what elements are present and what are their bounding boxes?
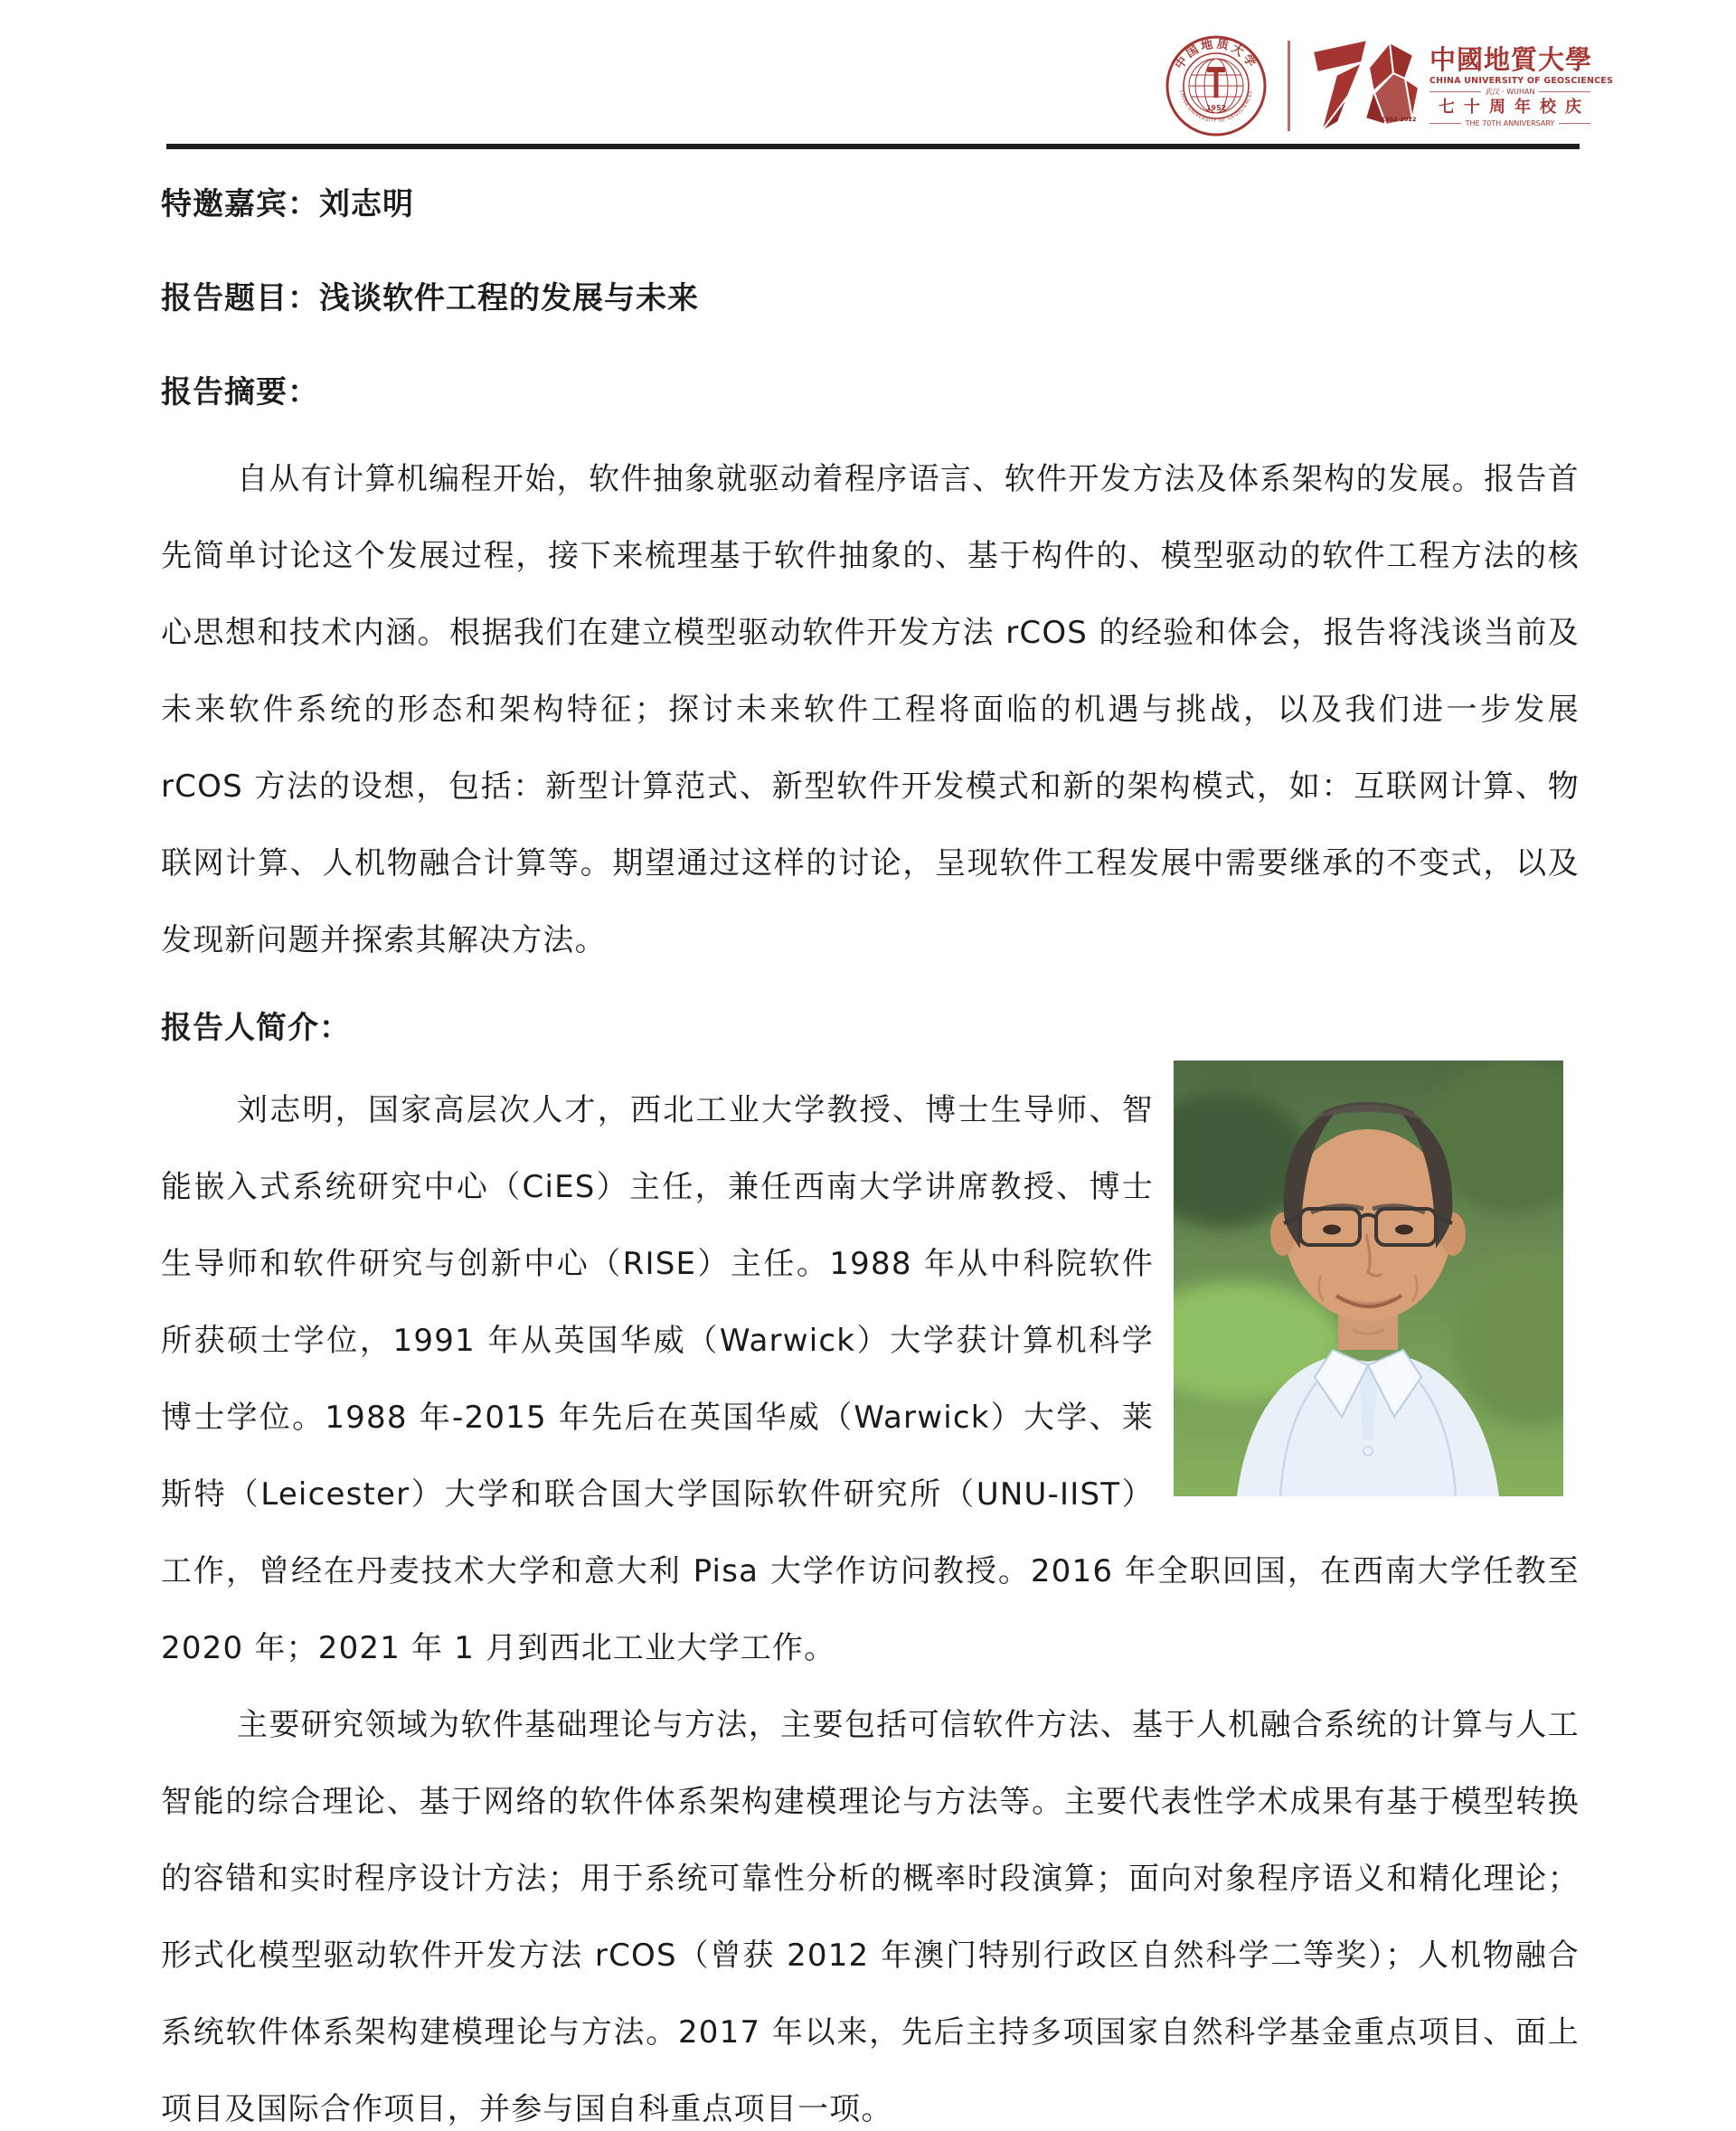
document-body	[161, 149, 1580, 2131]
wordmark-calligraphy: 中國地質大學	[1429, 43, 1593, 75]
title-heading: 报告题目：浅谈软件工程的发展与未来	[161, 280, 699, 316]
wordmark-anniversary-cn: 七十周年校庆	[1439, 97, 1590, 117]
abstract-heading: 报告摘要：	[161, 374, 319, 410]
wordmark-anniversary-en: THE 70TH ANNIVERSARY	[1465, 118, 1555, 127]
anniversary-70-icon	[1306, 35, 1420, 137]
seal-bottom-arc-text: CHINA UNIVERSITY OF GEOSCIENCES	[1178, 90, 1254, 125]
dash-right	[1559, 123, 1590, 124]
speaker-photo	[1174, 1061, 1563, 1496]
wordmark-campus: 武汉 · WUHAN	[1485, 87, 1535, 96]
svg-text:中国地质大学	[1172, 36, 1260, 71]
dash-right	[1539, 91, 1590, 92]
bio-paragraph-2: 主要研究领域为软件基础理论与方法，主要包括可信软件方法、基于人机融合系统的计算与人工智能的综合理论、基于网络的软件体系架构建模理论与方法等。主要代表性学术成果有基于模型转换的容错和实时程序设计方法；用于系统可靠性分析的概率时段演算；面向对象程序语义和精化理论；形式化模型驱动软件开发方法 rCOS（曾获 2012 年澳门特别行政区自然科学二等奖）；人机物融合系统软件体系架构建模理论与方法。2017 年以来，先后主持多项国家自然科学基金重点项目、面上项目及国际合作项目，并参与国自科重点项目一项。	[161, 1707, 1580, 2127]
logo-divider	[1288, 41, 1290, 131]
cug-seal-icon	[1165, 34, 1268, 137]
university-wordmark	[1429, 43, 1613, 128]
bio-heading: 报告人简介：	[161, 1010, 351, 1046]
abstract-paragraph: 自从有计算机编程开始，软件抽象就驱动着程序语言、软件开发方法及体系架构的发展。报告首先简单讨论这个发展过程，接下来梳理基于软件抽象的、基于构件的、模型驱动的软件工程方法的核心思想和技术内涵。根据我们在建立模型驱动软件开发方法 rCOS 的经验和体会，报告将浅谈当前及未来软件系统的形态和架构特征；探讨未来软件工程将面临的机遇与挑战，以及我们进一步发展 rCOS 方法的设想，包括：新型计算范式、新型软件开发模式和新的架构模式，如：互联网计算、物联网计算、人机物融合计算等。期望通过这样的讨论，呈现软件工程发展中需要继承的不变式，以及发现新问题并探索其解决方法。	[161, 461, 1580, 958]
wordmark-anniversary-en-row	[1429, 118, 1590, 128]
logo-group	[1165, 31, 1613, 141]
bio-paragraph-1: 刘志明，国家高层次人才，西北工业大学教授、博士生导师、智能嵌入式系统研究中心（CiES）主任，兼任西南大学讲席教授、博士生导师和软件研究与创新中心（RISE）主任。1988 年从中科院软件所获硕士学位，1991 年从英国华威（Warwick）大学获计算机科学博士学位。1988 年-2015 年先后在英国华威（Warwick）大学、莱斯特（Leicester）大学和联合国大学国际软件研究所（UNU-IIST）工作，曾经在丹麦技术大学和意大利 Pisa 大学作访问教授。2016 年全职回国，在西南大学任教至 2020 年；2021 年 1 月到西北工业大学工作。	[161, 1092, 1580, 1666]
dash-left	[1429, 91, 1481, 92]
speaker-portrait-illustration	[1174, 1061, 1563, 1496]
dash-left	[1429, 123, 1461, 124]
seal-hammer-icon	[1207, 67, 1225, 98]
seal-top-arc-text: 中国地质大学	[1173, 37, 1260, 72]
guest-heading: 特邀嘉宾：刘志明	[161, 186, 414, 222]
anniversary-years: 1952-2022	[1381, 116, 1417, 123]
seal-year: 1952	[1205, 104, 1227, 112]
wordmark-en-name: CHINA UNIVERSITY OF GEOSCIENCES	[1429, 75, 1613, 86]
bio-block	[161, 1072, 1580, 1687]
wordmark-campus-row	[1429, 87, 1590, 97]
